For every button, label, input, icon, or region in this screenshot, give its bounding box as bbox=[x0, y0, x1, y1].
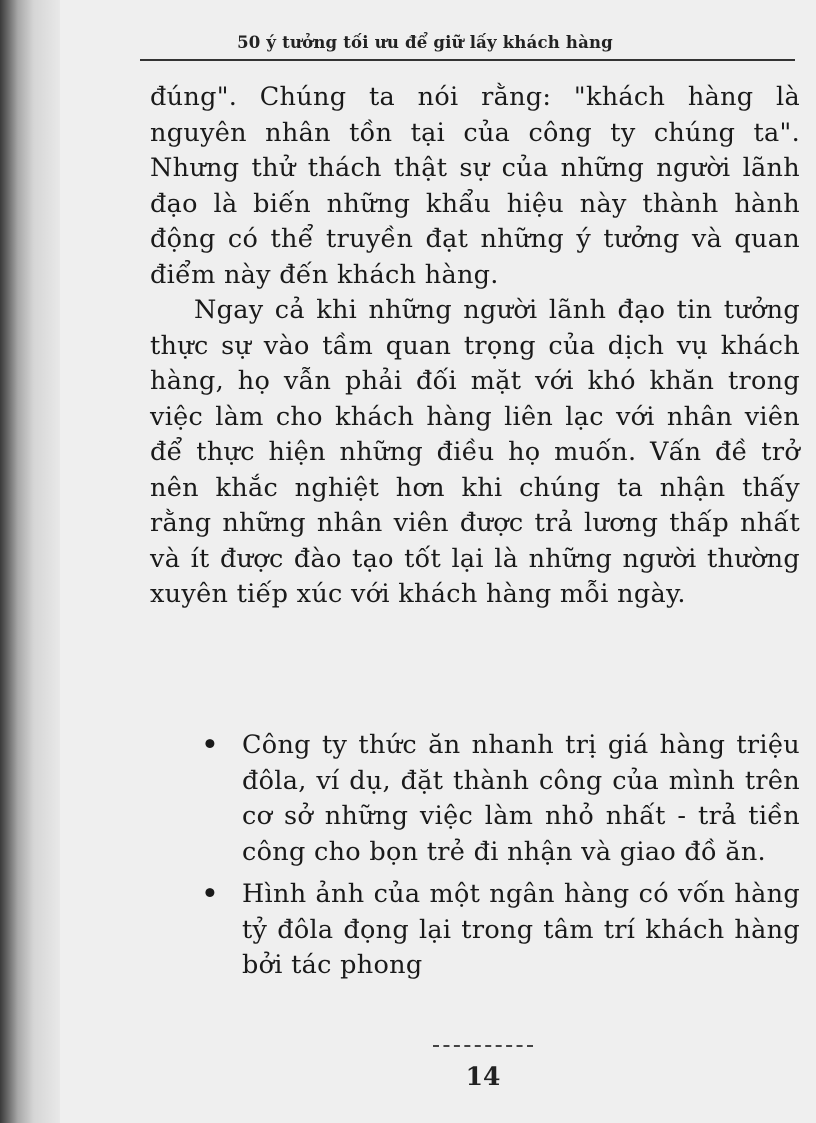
bullet-list bbox=[150, 728, 800, 991]
book-spine-shadow bbox=[0, 0, 60, 1123]
bullet-item-1 bbox=[150, 728, 800, 870]
bullet-text-2: Hình ảnh của một ngân hàng có vốn hàng tỷ đôla đọng lại trong tâm trí khách hàng bởi tác phong bbox=[242, 879, 800, 980]
bullet-item-2 bbox=[150, 877, 800, 984]
bullet-dot-icon: • bbox=[201, 879, 219, 909]
bullet-dot-icon: • bbox=[201, 730, 219, 760]
bullet-text-1: Công ty thức ăn nhanh trị giá hàng triệu đôla, ví dụ, đặt thành công của mình trên cơ sở những việc làm nhỏ nhất - trả tiền công cho bọn trẻ đi nhận và giao đồ ăn. bbox=[242, 730, 800, 867]
page-number: 14 bbox=[465, 1062, 501, 1091]
footer-divider bbox=[433, 1045, 533, 1047]
paragraph-2: Ngay cả khi những người lãnh đạo tin tưởng thực sự vào tầm quan trọng của dịch vụ khách hàng, họ vẫn phải đối mặt với khó khăn trong việc làm cho khách hàng liên lạc với nhân viên để thực hiện những điều họ muốn. Vấn đề trở nên khắc nghiệt hơn khi chúng ta nhận thấy rằng những nhân viên được trả lương thấp nhất và ít được đào tạo tốt lại là những người thường xuyên tiếp xúc với khách hàng mỗi ngày. bbox=[150, 295, 800, 609]
running-header-title: 50 ý tưởng tối ưu để giữ lấy khách hàng bbox=[237, 33, 613, 52]
paragraph-1: đúng". Chúng ta nói rằng: "khách hàng là nguyên nhân tồn tại của công ty chúng ta". Nhưng thử thách thật sự của những người lãnh đạo là biến những khẩu hiệu này thành hành động có thể truyền đạt những ý tưởng và quan điểm này đến khách hàng. bbox=[150, 82, 800, 290]
header-rule bbox=[140, 59, 795, 61]
main-text bbox=[150, 80, 800, 613]
